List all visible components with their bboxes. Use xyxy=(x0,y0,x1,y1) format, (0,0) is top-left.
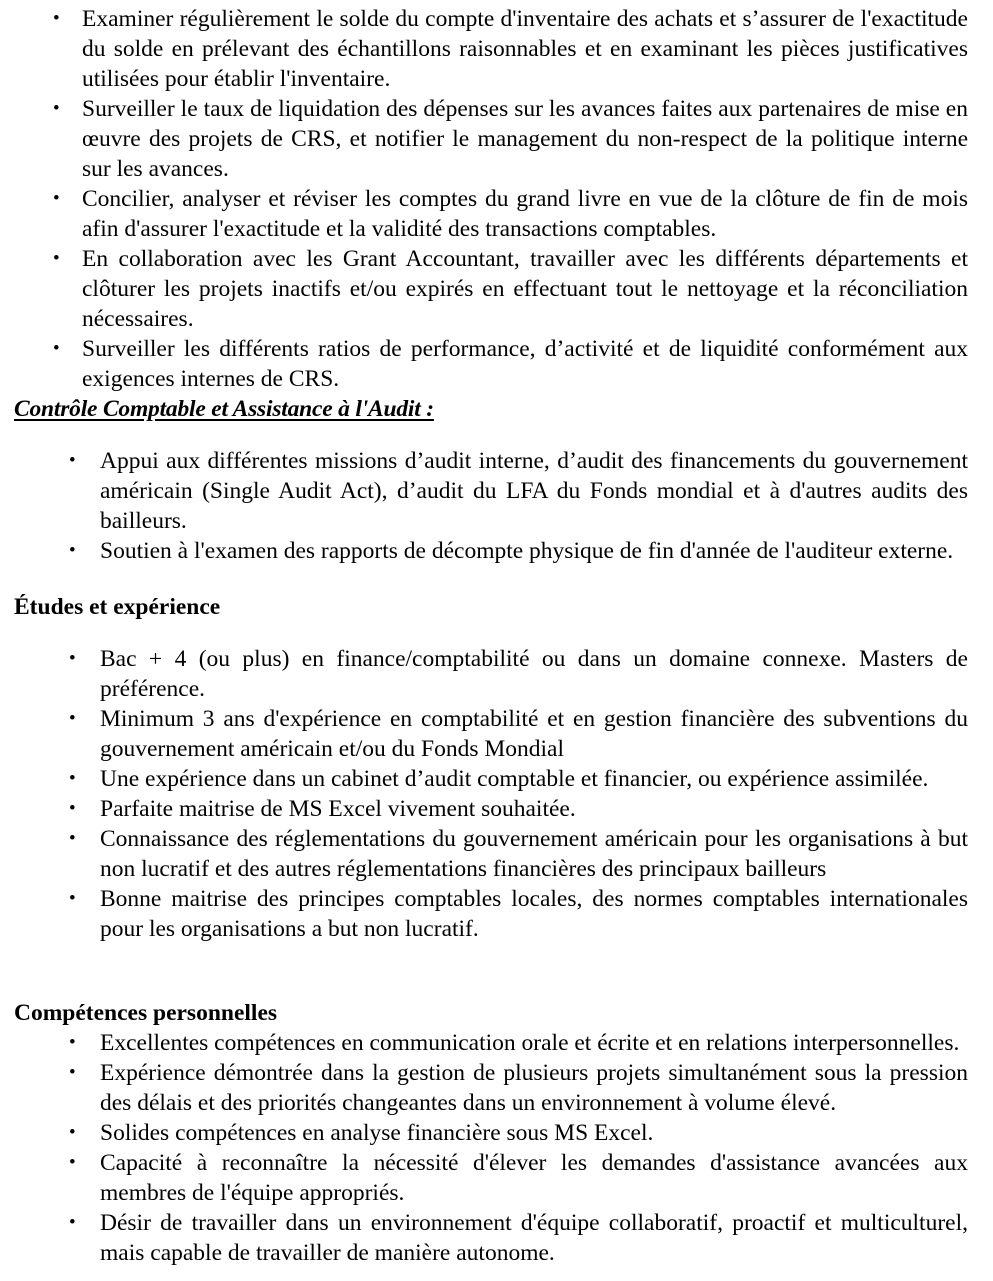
list-item: • Surveiller le taux de liquidation des dépenses sur les avances faites aux partenaires de mise en œuvre des projets de CRS, et notifier le management du non-respect de la politique interne sur les avances. xyxy=(82,94,968,184)
list-item: • Soutien à l'examen des rapports de décompte physique de fin d'année de l'auditeur externe. xyxy=(100,536,968,566)
list-item: • Excellentes compétences en communication orale et écrite et en relations interpersonnelles. xyxy=(100,1028,968,1058)
list-item: • Parfaite maitrise de MS Excel vivement souhaitée. xyxy=(100,794,968,824)
audit-support-list xyxy=(14,446,980,566)
list-item: • Connaissance des réglementations du gouvernement américain pour les organisations à but non lucratif et des autres réglementations financières des principaux bailleurs xyxy=(100,824,968,884)
list-item: • En collaboration avec les Grant Accountant, travailler avec les différents départements et clôturer les projets inactifs et/ou expirés en effectuant tout le nettoyage et la réconciliation nécessaires. xyxy=(82,244,968,334)
list-item: • Minimum 3 ans d'expérience en comptabilité et en gestion financière des subventions du gouvernement américain et/ou du Fonds Mondial xyxy=(100,704,968,764)
list-item: • Une expérience dans un cabinet d’audit comptable et financier, ou expérience assimilée. xyxy=(100,764,968,794)
section-heading-competences-personnelles: Compétences personnelles xyxy=(14,1000,278,1026)
section-heading-controle-comptable: Contrôle Comptable et Assistance à l'Audit : xyxy=(14,396,434,422)
list-item: • Expérience démontrée dans la gestion de plusieurs projets simultanément sous la pression des délais et des priorités changeantes dans un environnement à volume élevé. xyxy=(100,1058,968,1118)
education-experience-list xyxy=(14,644,980,944)
responsibilities-list xyxy=(14,4,980,394)
list-item: • Concilier, analyser et réviser les comptes du grand livre en vue de la clôture de fin de mois afin d'assurer l'exactitude et la validité des transactions comptables. xyxy=(82,184,968,244)
list-item: • Capacité à reconnaître la nécessité d'élever les demandes d'assistance avancées aux membres de l'équipe appropriés. xyxy=(100,1148,968,1208)
list-item: • Bonne maitrise des principes comptables locales, des normes comptables internationales pour les organisations a but non lucratif. xyxy=(100,884,968,944)
list-item: • Examiner régulièrement le solde du compte d'inventaire des achats et s’assurer de l'exactitude du solde en prélevant des échantillons raisonnables et en examinant les pièces justificatives utilisées pour établir l'inventaire. xyxy=(82,4,968,94)
list-item: • Bac + 4 (ou plus) en finance/comptabilité ou dans un domaine connexe. Masters de préférence. xyxy=(100,644,968,704)
list-item: • Désir de travailler dans un environnement d'équipe collaboratif, proactif et multiculturel, mais capable de travailler de manière autonome. xyxy=(100,1208,968,1268)
section-heading-etudes-et-experience: Études et expérience xyxy=(14,594,221,620)
list-item: • Appui aux différentes missions d’audit interne, d’audit des financements du gouvernement américain (Single Audit Act), d’audit du LFA du Fonds mondial et à d'autres audits des bailleurs. xyxy=(100,446,968,536)
list-item: • Surveiller les différents ratios de performance, d’activité et de liquidité conformément aux exigences internes de CRS. xyxy=(82,334,968,394)
personal-skills-list xyxy=(14,1028,980,1268)
list-item: • Solides compétences en analyse financière sous MS Excel. xyxy=(100,1118,968,1148)
